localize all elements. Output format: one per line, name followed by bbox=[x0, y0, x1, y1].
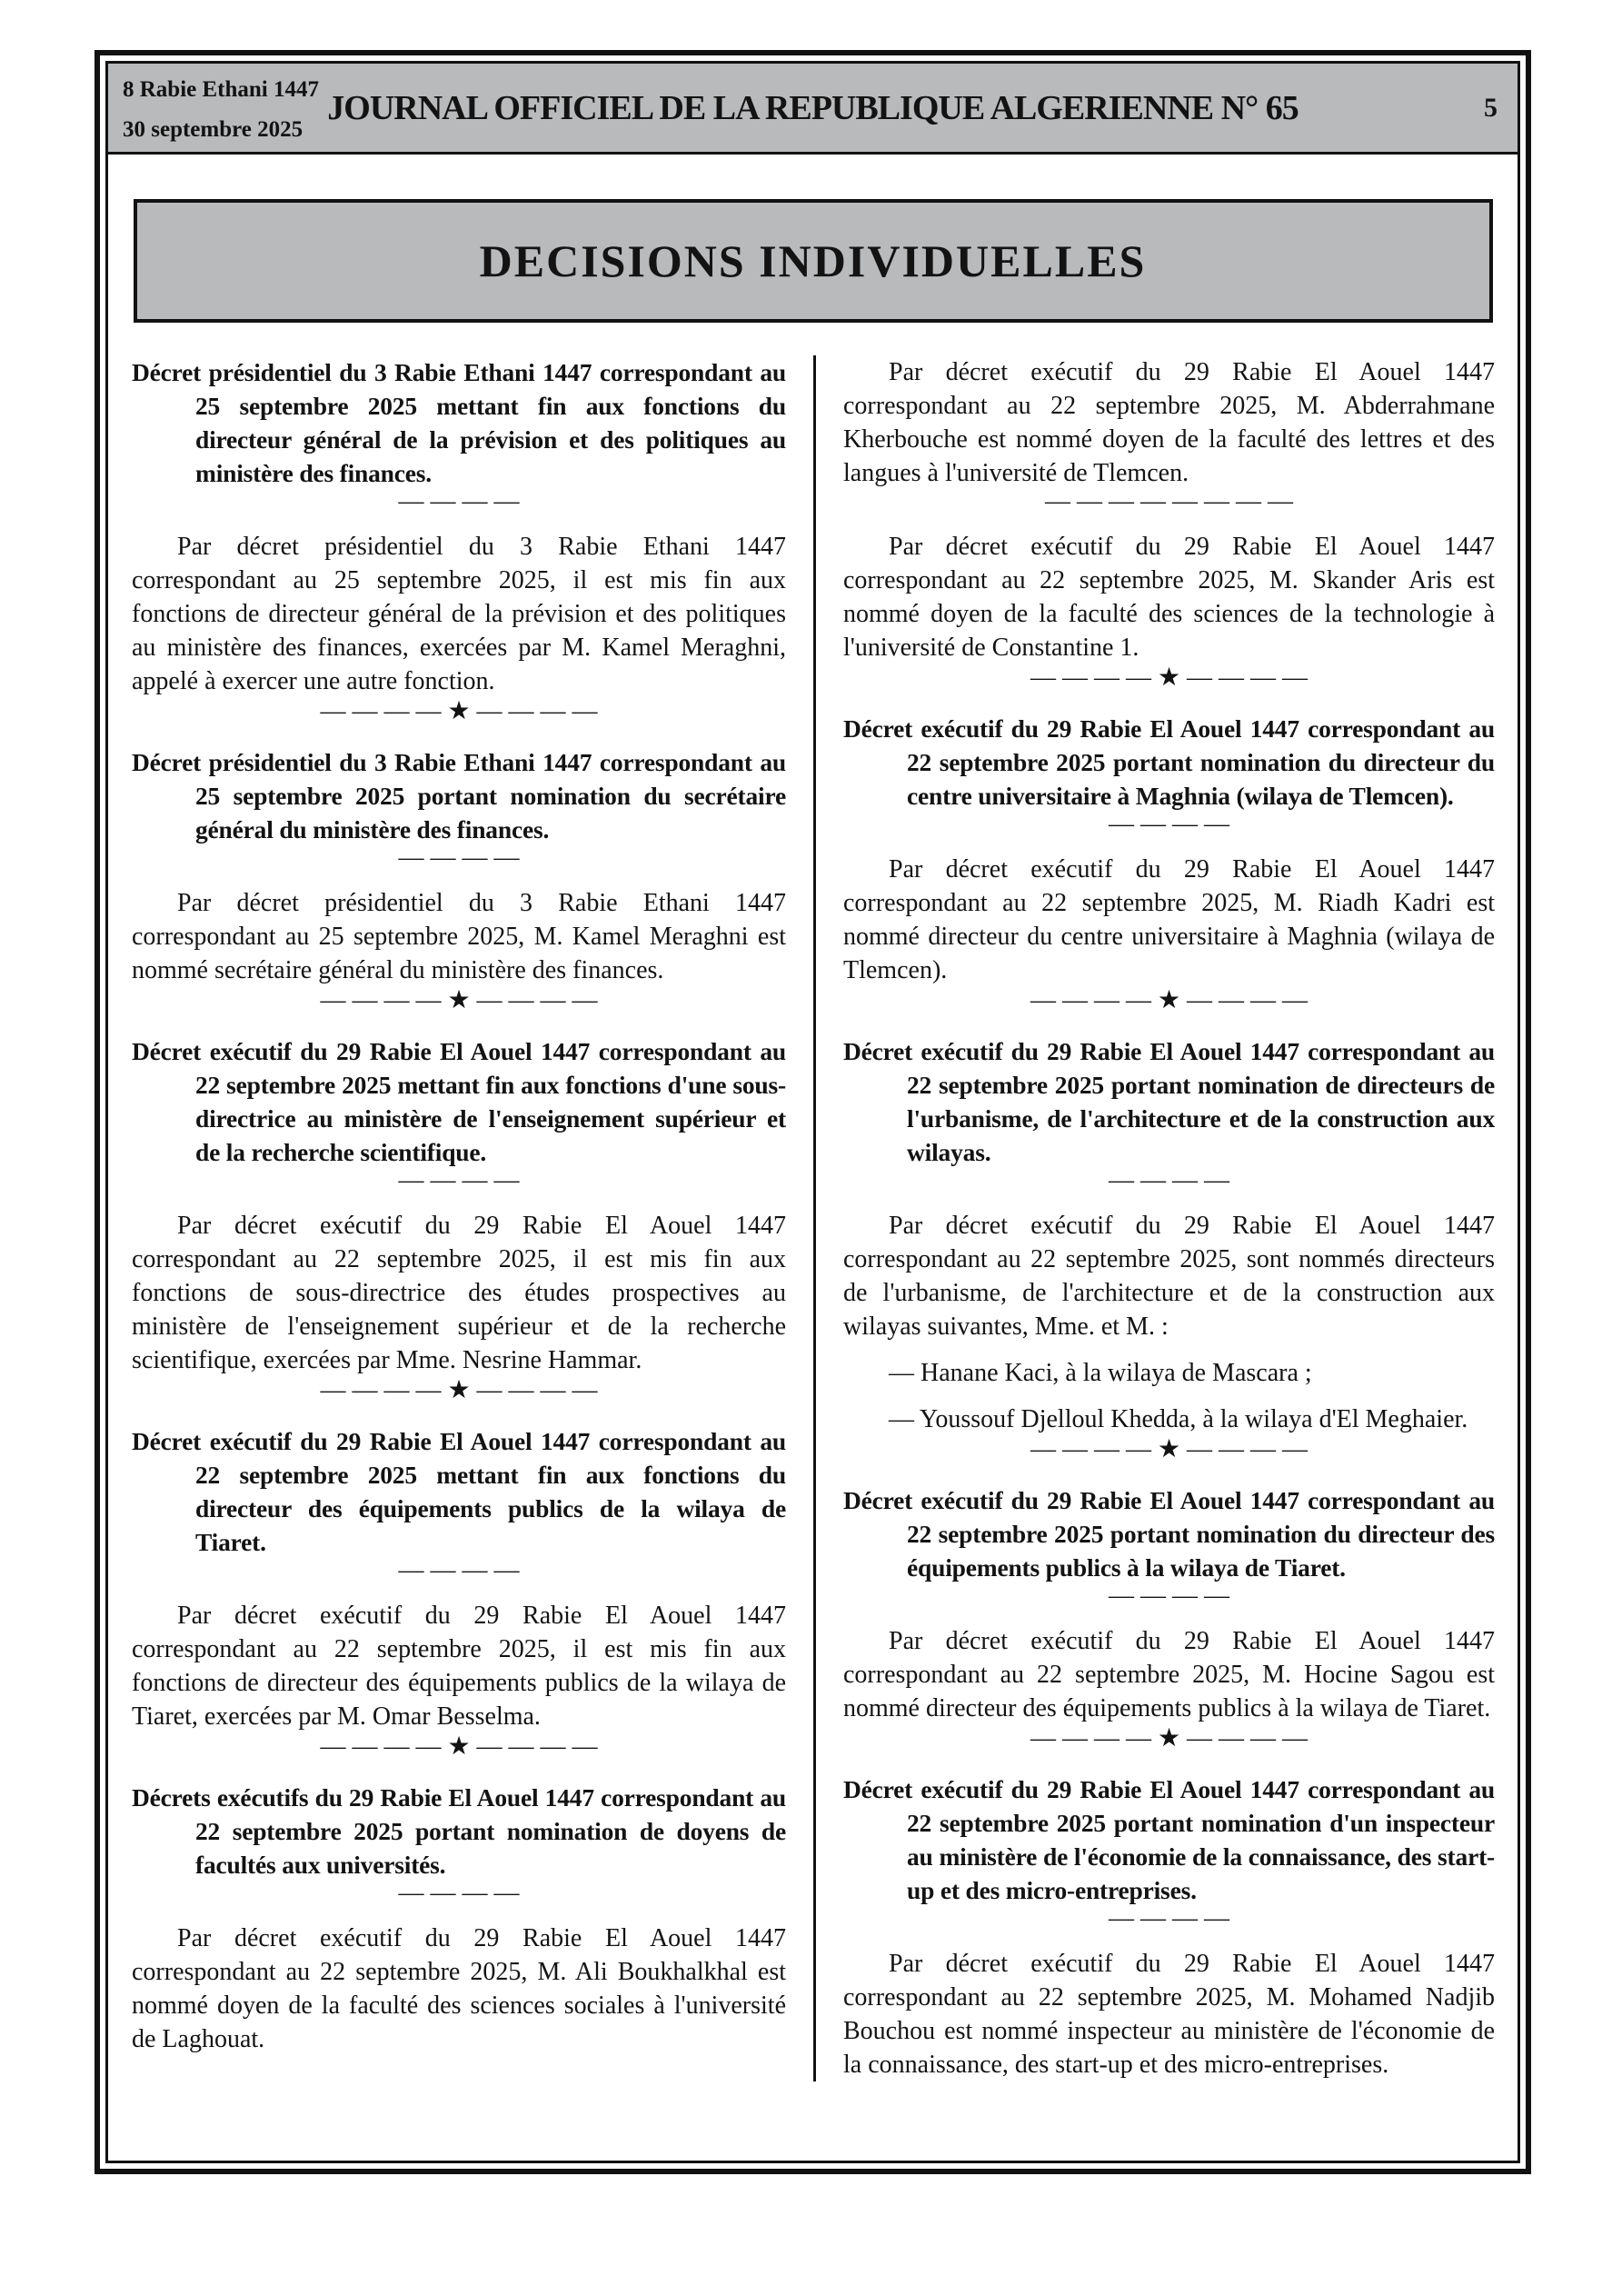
decree-paragraph: Par décret exécutif du 29 Rabie El Aouel 1447 correspondant au 22 septembre 2025, sont nommés directeurs de l'urbanisme, de l'architecture et de la construction aux wilayas suivantes, Mme. et M. : bbox=[843, 1212, 1495, 1341]
decree-heading: Décret présidentiel du 3 Rabie Ethani 1447 correspondant au 25 septembre 2025 mettant fin aux fonctions du directeur général de la prévision et des politiques au ministère des finances. bbox=[132, 358, 786, 487]
star-separator: — — — — ★ — — — — bbox=[1030, 986, 1309, 1014]
decree-paragraph: Par décret exécutif du 29 Rabie El Aouel 1447 correspondant au 22 septembre 2025, il est mis fin aux fonctions de directeur des équipements publics de la wilaya de Tiaret, exercées par M. Omar Besselma. bbox=[132, 1602, 786, 1731]
decree-paragraph: Par décret exécutif du 29 Rabie El Aouel 1447 correspondant au 22 septembre 2025, M. Skander Aris est nommé doyen de la faculté des sciences de la technologie à l'université de Constantine 1. bbox=[843, 533, 1495, 662]
column-left bbox=[132, 355, 813, 2081]
nominee-list-item: — Youssouf Djelloul Khedda, à la wilaya d'El Meghaier. bbox=[889, 1405, 1468, 1433]
decree-heading: Décrets exécutifs du 29 Rabie El Aouel 1447 correspondant au 22 septembre 2025 portant nomination de doyens de facultés aux universités. bbox=[132, 1783, 786, 1879]
nominee-list-item: — Hanane Kaci, à la wilaya de Mascara ; bbox=[889, 1359, 1312, 1387]
star-separator: — — — — ★ — — — — bbox=[320, 1376, 598, 1404]
star-separator: — — — — ★ — — — — bbox=[1030, 664, 1309, 692]
text-columns bbox=[108, 355, 1518, 2118]
dash-separator: — — — — bbox=[1109, 1582, 1229, 1610]
decree-heading: Décret exécutif du 29 Rabie El Aouel 1447 correspondant au 22 septembre 2025 portant nomination de directeurs de l'urbanisme, de l'architecture et de la construction aux wilayas. bbox=[843, 1037, 1495, 1166]
decree-paragraph: Par décret présidentiel du 3 Rabie Ethani 1447 correspondant au 25 septembre 2025, M. Kamel Meraghni est nommé secrétaire général du ministère des finances. bbox=[132, 889, 786, 984]
decree-paragraph: Par décret exécutif du 29 Rabie El Aouel 1447 correspondant au 22 septembre 2025, M. Ali Boukhalkhal est nommé doyen de la faculté des sciences sociales à l'université de Laghouat. bbox=[132, 1924, 786, 2053]
star-separator: — — — — ★ — — — — bbox=[1030, 1724, 1309, 1752]
dash-separator: — — — — bbox=[398, 1556, 520, 1584]
decree-paragraph: Par décret exécutif du 29 Rabie El Aouel 1447 correspondant au 22 septembre 2025, M. Abderrahmane Kherbouche est nommé doyen de la faculté des lettres et des langues à l'université de Tlemcen. bbox=[843, 358, 1495, 487]
page-frame bbox=[95, 50, 1531, 2174]
star-separator: — — — — ★ — — — — bbox=[320, 1732, 598, 1761]
decree-heading: Décret exécutif du 29 Rabie El Aouel 1447 correspondant au 22 septembre 2025 portant nomination d'un inspecteur au ministère de l'économie de la connaissance, des start-up et des micro-entreprises. bbox=[843, 1775, 1495, 1904]
star-separator: — — — — ★ — — — — bbox=[320, 697, 598, 725]
journal-header-bar bbox=[108, 64, 1518, 155]
decree-paragraph: Par décret présidentiel du 3 Rabie Ethani 1447 correspondant au 25 septembre 2025, il est mis fin aux fonctions de directeur général de la prévision et des politiques au ministère des finances, exercées par M. Kamel Meraghni, appelé à exercer une autre fonction. bbox=[132, 533, 786, 695]
decree-paragraph: Par décret exécutif du 29 Rabie El Aouel 1447 correspondant au 22 septembre 2025, M. Riadh Kadri est nommé directeur du centre universitaire à Maghnia (wilaya de Tlemcen). bbox=[843, 855, 1495, 984]
page-inner-frame bbox=[105, 61, 1520, 2163]
journal-masthead: JOURNAL OFFICIEL DE LA REPUBLIQUE ALGERIENNE N° 65 bbox=[327, 88, 1299, 127]
dash-separator: — — — — bbox=[398, 1166, 520, 1194]
long-dash-separator: — — — — — — — — bbox=[1045, 487, 1293, 515]
dash-separator: — — — — bbox=[398, 1879, 520, 1907]
star-separator: — — — — ★ — — — — bbox=[320, 986, 598, 1014]
page-number: 5 bbox=[1484, 92, 1498, 123]
dash-separator: — — — — bbox=[398, 487, 520, 515]
decree-heading: Décret présidentiel du 3 Rabie Ethani 1447 correspondant au 25 septembre 2025 portant nomination du secrétaire général du ministère des finances. bbox=[132, 748, 786, 844]
gregorian-date: 30 septembre 2025 bbox=[123, 117, 304, 142]
section-title: DECISIONS INDIVIDUELLES bbox=[479, 235, 1147, 286]
decree-paragraph: Par décret exécutif du 29 Rabie El Aouel 1447 correspondant au 22 septembre 2025, M. Mohamed Nadjib Bouchou est nommé inspecteur au ministère de l'économie de la connaissance, des start-up et des micro-entreprises. bbox=[843, 1950, 1495, 2079]
decree-heading: Décret exécutif du 29 Rabie El Aouel 1447 correspondant au 22 septembre 2025 portant nomination du directeur des équipements publics à la wilaya de Tiaret. bbox=[843, 1486, 1495, 1582]
section-title-box bbox=[134, 199, 1493, 323]
decree-heading: Décret exécutif du 29 Rabie El Aouel 1447 correspondant au 22 septembre 2025 mettant fin aux fonctions du directeur des équipements publics de la wilaya de Tiaret. bbox=[132, 1427, 786, 1556]
decree-heading: Décret exécutif du 29 Rabie El Aouel 1447 correspondant au 22 septembre 2025 mettant fin aux fonctions d'une sous-directrice au ministère de l'enseignement supérieur et de la recherche scientifique. bbox=[132, 1037, 786, 1166]
decree-paragraph: Par décret exécutif du 29 Rabie El Aouel 1447 correspondant au 22 septembre 2025, M. Hocine Sagou est nommé directeur des équipements publics à la wilaya de Tiaret. bbox=[843, 1627, 1495, 1722]
hijri-date: 8 Rabie Ethani 1447 bbox=[123, 77, 320, 102]
star-separator: — — — — ★ — — — — bbox=[1030, 1435, 1309, 1463]
dash-separator: — — — — bbox=[398, 844, 520, 872]
dash-separator: — — — — bbox=[1109, 810, 1229, 838]
decree-paragraph: Par décret exécutif du 29 Rabie El Aouel 1447 correspondant au 22 septembre 2025, il est mis fin aux fonctions de sous-directrice des études prospectives au ministère de l'enseignement supérieur et de la recherche scientifique, exercées par Mme. Nesrine Hammar. bbox=[132, 1212, 786, 1374]
decree-heading: Décret exécutif du 29 Rabie El Aouel 1447 correspondant au 22 septembre 2025 portant nomination du directeur du centre universitaire à Maghnia (wilaya de Tlemcen). bbox=[843, 714, 1495, 810]
column-right bbox=[813, 355, 1495, 2081]
dash-separator: — — — — bbox=[1109, 1166, 1229, 1194]
dash-separator: — — — — bbox=[1109, 1904, 1229, 1932]
